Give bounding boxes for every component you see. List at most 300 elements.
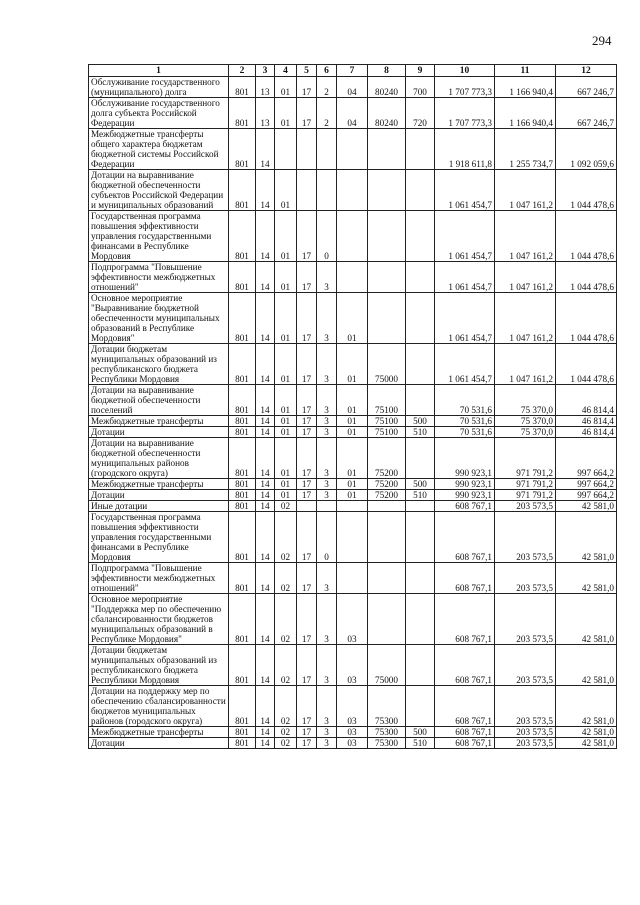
code-cell: 01 [275,77,297,98]
code-cell: 3 [317,686,337,727]
amount-cell: 1 061 454,7 [435,262,495,293]
code-cell: 801 [229,344,256,385]
code-cell: 801 [229,170,256,211]
column-header: 12 [556,65,617,77]
row-name-cell: Дотации [89,490,229,501]
code-cell: 02 [275,727,297,738]
amount-cell: 1 061 454,7 [435,170,495,211]
code-cell: 01 [337,479,368,490]
amount-cell: 990 923,1 [435,490,495,501]
row-name-cell: Дотации на поддержку мер по обеспечению сбалансированности бюджетов муниципальных районов (городского округа) [89,686,229,727]
code-cell: 801 [229,490,256,501]
code-cell [406,262,435,293]
column-header: 11 [495,65,556,77]
row-name-cell: Подпрограмма "Повышение эффективности межбюджетных отношений" [89,563,229,594]
code-cell: 04 [337,77,368,98]
column-header: 10 [435,65,495,77]
row-name-cell: Основное мероприятие "Выравнивание бюджетной обеспеченности муниципальных образований в Республике Мордовия" [89,293,229,344]
code-cell: 14 [256,438,275,479]
code-cell: 03 [337,594,368,645]
row-name-cell: Дотации [89,738,229,749]
code-cell [368,501,406,512]
amount-cell: 608 767,1 [435,738,495,749]
code-cell: 01 [275,344,297,385]
page-number: 294 [592,33,612,48]
amount-cell: 1 061 454,7 [435,211,495,262]
amount-cell: 1 044 478,6 [556,211,617,262]
code-cell: 3 [317,727,337,738]
code-cell: 3 [317,416,337,427]
amount-cell: 1 044 478,6 [556,293,617,344]
code-cell: 3 [317,594,337,645]
code-cell [406,385,435,416]
code-cell [337,170,368,211]
code-cell: 04 [337,98,368,129]
code-cell: 801 [229,293,256,344]
code-cell: 3 [317,262,337,293]
code-cell [406,438,435,479]
code-cell: 14 [256,416,275,427]
code-cell: 801 [229,385,256,416]
amount-cell: 1 255 734,7 [495,129,556,170]
table-row [89,501,617,512]
table-row [89,645,617,686]
code-cell: 01 [275,427,297,438]
code-cell: 3 [317,563,337,594]
column-header: 4 [275,65,297,77]
code-cell: 801 [229,262,256,293]
column-header: 3 [256,65,275,77]
code-cell: 13 [256,98,275,129]
code-cell: 17 [297,427,317,438]
code-cell: 17 [297,211,317,262]
code-cell: 02 [275,563,297,594]
code-cell: 0 [317,211,337,262]
code-cell [406,501,435,512]
code-cell: 01 [337,490,368,501]
amount-cell: 70 531,6 [435,385,495,416]
code-cell: 75200 [368,438,406,479]
table-body [89,77,617,749]
column-header: 9 [406,65,435,77]
code-cell: 500 [406,479,435,490]
code-cell: 14 [256,293,275,344]
code-cell: 17 [297,512,317,563]
row-name-cell: Дотации на выравнивание бюджетной обеспеченности поселений [89,385,229,416]
table-row [89,686,617,727]
code-cell [368,262,406,293]
code-cell: 75000 [368,645,406,686]
code-cell: 14 [256,170,275,211]
code-cell: 02 [275,645,297,686]
code-cell: 3 [317,738,337,749]
amount-cell: 42 581,0 [556,512,617,563]
table-row [89,344,617,385]
code-cell [337,211,368,262]
code-cell: 01 [275,438,297,479]
amount-cell: 971 791,2 [495,490,556,501]
table-row [89,211,617,262]
code-cell: 14 [256,211,275,262]
amount-cell: 1 061 454,7 [435,344,495,385]
code-cell: 500 [406,416,435,427]
code-cell: 14 [256,344,275,385]
row-name-cell: Дотации [89,427,229,438]
amount-cell: 75 370,0 [495,427,556,438]
code-cell: 01 [337,427,368,438]
amount-cell: 1 707 773,3 [435,98,495,129]
code-cell: 02 [275,594,297,645]
amount-cell: 997 664,2 [556,479,617,490]
table-row [89,98,617,129]
code-cell: 14 [256,129,275,170]
amount-cell: 608 767,1 [435,686,495,727]
code-cell: 14 [256,501,275,512]
code-cell: 17 [297,738,317,749]
code-cell: 01 [275,211,297,262]
code-cell: 17 [297,645,317,686]
code-cell: 14 [256,563,275,594]
code-cell: 02 [275,738,297,749]
amount-cell: 46 814,4 [556,385,617,416]
code-cell: 01 [275,385,297,416]
code-cell: 01 [337,416,368,427]
amount-cell: 70 531,6 [435,416,495,427]
row-name-cell: Государственная программа повышения эффективности управления государственными финансами в Республике Мордовия [89,211,229,262]
code-cell: 14 [256,427,275,438]
code-cell [406,170,435,211]
code-cell [368,211,406,262]
row-name-cell: Межбюджетные трансферты [89,727,229,738]
row-name-cell: Дотации на выравнивание бюджетной обеспеченности муниципальных районов (городского округа) [89,438,229,479]
code-cell: 3 [317,490,337,501]
amount-cell: 203 573,5 [495,512,556,563]
code-cell: 510 [406,490,435,501]
code-cell: 801 [229,98,256,129]
table-row [89,77,617,98]
table-row [89,727,617,738]
code-cell: 801 [229,427,256,438]
row-name-cell: Государственная программа повышения эффективности управления государственными финансами в Республике Мордовия [89,512,229,563]
code-cell [337,129,368,170]
amount-cell: 667 246,7 [556,77,617,98]
code-cell [337,563,368,594]
table-row [89,129,617,170]
code-cell: 801 [229,563,256,594]
amount-cell: 1 061 454,7 [435,293,495,344]
code-cell: 75200 [368,479,406,490]
amount-cell: 42 581,0 [556,727,617,738]
code-cell: 14 [256,385,275,416]
column-header: 8 [368,65,406,77]
row-name-cell: Межбюджетные трансферты общего характера бюджетам бюджетной системы Российской Федерации [89,129,229,170]
code-cell: 17 [297,479,317,490]
amount-cell: 42 581,0 [556,501,617,512]
amount-cell: 667 246,7 [556,98,617,129]
code-cell: 17 [297,262,317,293]
amount-cell: 203 573,5 [495,501,556,512]
amount-cell: 42 581,0 [556,645,617,686]
code-cell: 801 [229,645,256,686]
code-cell: 3 [317,385,337,416]
code-cell: 17 [297,293,317,344]
table-row [89,563,617,594]
row-name-cell: Иные дотации [89,501,229,512]
amount-cell: 75 370,0 [495,416,556,427]
amount-cell: 42 581,0 [556,563,617,594]
row-name-cell: Дотации на выравнивание бюджетной обеспеченности субъектов Российской Федерации и муниципальных образований [89,170,229,211]
code-cell: 03 [337,738,368,749]
code-cell: 17 [297,98,317,129]
code-cell: 801 [229,738,256,749]
amount-cell: 1 044 478,6 [556,262,617,293]
row-name-cell: Основное мероприятие "Поддержка мер по обеспечению сбалансированности бюджетов муниципальных образований в Республике Мордовия" [89,594,229,645]
code-cell: 700 [406,77,435,98]
table-row [89,490,617,501]
code-cell: 801 [229,501,256,512]
amount-cell: 990 923,1 [435,438,495,479]
table-row [89,385,617,416]
amount-cell: 608 767,1 [435,727,495,738]
amount-cell: 1 044 478,6 [556,170,617,211]
code-cell: 02 [275,512,297,563]
code-cell: 17 [297,594,317,645]
amount-cell: 1 166 940,4 [495,98,556,129]
amount-cell: 1 047 161,2 [495,262,556,293]
code-cell: 2 [317,77,337,98]
amount-cell: 42 581,0 [556,594,617,645]
code-cell [406,344,435,385]
code-cell [317,501,337,512]
code-cell [406,645,435,686]
code-cell: 02 [275,686,297,727]
table-row [89,170,617,211]
code-cell: 510 [406,427,435,438]
code-cell: 17 [297,438,317,479]
column-header: 2 [229,65,256,77]
code-cell: 801 [229,416,256,427]
code-cell [368,293,406,344]
amount-cell: 608 767,1 [435,512,495,563]
code-cell: 801 [229,129,256,170]
code-cell [368,512,406,563]
amount-cell: 203 573,5 [495,686,556,727]
amount-cell: 997 664,2 [556,490,617,501]
amount-cell: 42 581,0 [556,738,617,749]
code-cell [406,563,435,594]
amount-cell: 1 047 161,2 [495,211,556,262]
amount-cell: 46 814,4 [556,416,617,427]
amount-cell: 203 573,5 [495,727,556,738]
table-row [89,262,617,293]
code-cell: 14 [256,594,275,645]
table-row [89,416,617,427]
amount-cell: 70 531,6 [435,427,495,438]
amount-cell: 1 047 161,2 [495,344,556,385]
column-header: 7 [337,65,368,77]
code-cell: 14 [256,727,275,738]
code-cell: 14 [256,262,275,293]
code-cell: 14 [256,479,275,490]
code-cell: 75100 [368,427,406,438]
code-cell [337,501,368,512]
table-row [89,512,617,563]
table-row [89,427,617,438]
budget-table [88,64,617,749]
code-cell [297,501,317,512]
amount-cell: 608 767,1 [435,594,495,645]
code-cell: 801 [229,594,256,645]
amount-cell: 990 923,1 [435,479,495,490]
code-cell [406,686,435,727]
code-cell: 03 [337,727,368,738]
code-cell: 801 [229,77,256,98]
code-cell: 02 [275,501,297,512]
code-cell: 01 [275,479,297,490]
table-row [89,738,617,749]
code-cell [406,211,435,262]
row-name-cell: Межбюджетные трансферты [89,416,229,427]
code-cell: 03 [337,686,368,727]
header-row [89,65,617,77]
code-cell: 80240 [368,77,406,98]
code-cell: 75200 [368,490,406,501]
row-name-cell: Дотации бюджетам муниципальных образований из республиканского бюджета Республики Мордовия [89,344,229,385]
code-cell: 3 [317,427,337,438]
code-cell: 801 [229,211,256,262]
code-cell: 801 [229,479,256,490]
code-cell: 75300 [368,738,406,749]
amount-cell: 1 166 940,4 [495,77,556,98]
code-cell: 01 [337,385,368,416]
code-cell: 03 [337,645,368,686]
code-cell [406,512,435,563]
code-cell [368,129,406,170]
code-cell: 01 [275,416,297,427]
code-cell [368,594,406,645]
code-cell: 01 [275,293,297,344]
code-cell: 17 [297,77,317,98]
code-cell [406,594,435,645]
code-cell: 510 [406,738,435,749]
code-cell: 17 [297,563,317,594]
table-row [89,293,617,344]
amount-cell: 1 047 161,2 [495,170,556,211]
code-cell: 13 [256,77,275,98]
code-cell [368,170,406,211]
code-cell [275,129,297,170]
code-cell: 3 [317,344,337,385]
amount-cell: 1 044 478,6 [556,344,617,385]
amount-cell: 75 370,0 [495,385,556,416]
amount-cell: 971 791,2 [495,479,556,490]
code-cell: 14 [256,686,275,727]
code-cell [368,563,406,594]
table-row [89,438,617,479]
column-header: 1 [89,65,229,77]
amount-cell: 203 573,5 [495,563,556,594]
code-cell: 3 [317,293,337,344]
code-cell: 17 [297,344,317,385]
code-cell: 80240 [368,98,406,129]
code-cell: 01 [337,438,368,479]
code-cell: 17 [297,727,317,738]
row-name-cell: Дотации бюджетам муниципальных образований из республиканского бюджета Республики Мордовия [89,645,229,686]
column-header: 6 [317,65,337,77]
code-cell: 801 [229,727,256,738]
code-cell: 801 [229,686,256,727]
amount-cell: 203 573,5 [495,645,556,686]
code-cell: 3 [317,438,337,479]
code-cell [297,170,317,211]
code-cell: 17 [297,385,317,416]
amount-cell: 971 791,2 [495,438,556,479]
code-cell: 3 [317,479,337,490]
code-cell [406,293,435,344]
code-cell: 75100 [368,416,406,427]
code-cell: 75300 [368,727,406,738]
code-cell: 14 [256,738,275,749]
amount-cell: 203 573,5 [495,738,556,749]
code-cell: 75000 [368,344,406,385]
code-cell [406,129,435,170]
amount-cell: 608 767,1 [435,501,495,512]
code-cell: 01 [275,98,297,129]
code-cell: 801 [229,438,256,479]
amount-cell: 1 047 161,2 [495,293,556,344]
code-cell: 01 [275,262,297,293]
row-name-cell: Обслуживание государственного (муниципального) долга [89,77,229,98]
amount-cell: 1 092 059,6 [556,129,617,170]
code-cell: 75300 [368,686,406,727]
amount-cell: 203 573,5 [495,594,556,645]
code-cell: 14 [256,512,275,563]
amount-cell: 1 707 773,3 [435,77,495,98]
code-cell: 500 [406,727,435,738]
row-name-cell: Подпрограмма "Повышение эффективности межбюджетных отношений" [89,262,229,293]
code-cell [297,129,317,170]
code-cell: 801 [229,512,256,563]
code-cell: 17 [297,686,317,727]
amount-cell: 42 581,0 [556,686,617,727]
code-cell: 0 [317,512,337,563]
code-cell: 01 [275,490,297,501]
table-row [89,594,617,645]
amount-cell: 608 767,1 [435,563,495,594]
code-cell: 01 [337,293,368,344]
code-cell: 3 [317,645,337,686]
code-cell: 17 [297,416,317,427]
code-cell: 75100 [368,385,406,416]
code-cell [317,129,337,170]
code-cell: 720 [406,98,435,129]
code-cell: 2 [317,98,337,129]
code-cell [317,170,337,211]
code-cell: 17 [297,490,317,501]
row-name-cell: Межбюджетные трансферты [89,479,229,490]
column-header: 5 [297,65,317,77]
code-cell [337,512,368,563]
amount-cell: 608 767,1 [435,645,495,686]
amount-cell: 46 814,4 [556,427,617,438]
table-row [89,479,617,490]
code-cell: 01 [337,344,368,385]
amount-cell: 997 664,2 [556,438,617,479]
row-name-cell: Обслуживание государственного долга субъекта Российской Федерации [89,98,229,129]
code-cell: 14 [256,490,275,501]
code-cell: 14 [256,645,275,686]
amount-cell: 1 918 611,8 [435,129,495,170]
